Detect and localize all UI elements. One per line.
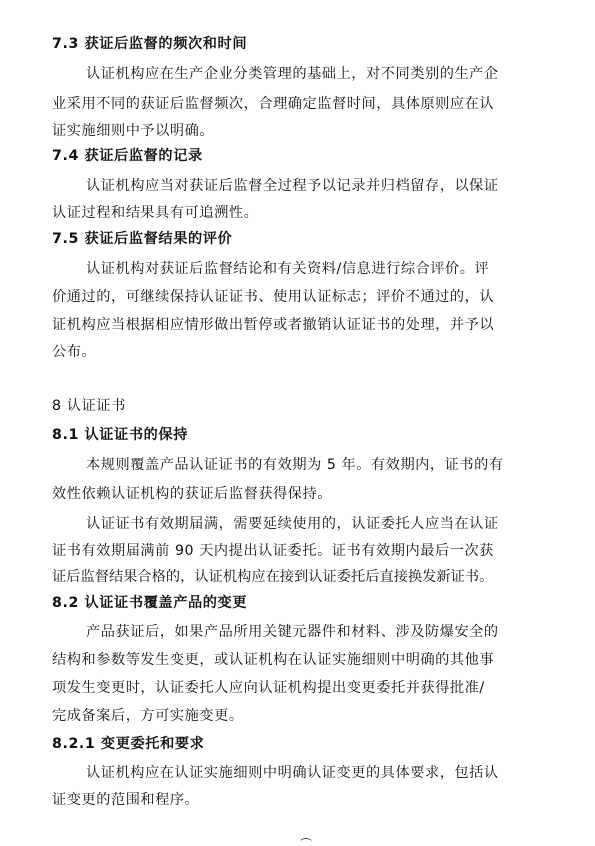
paragraph-line: 完成备案后，方可实施变更。 <box>52 708 244 724</box>
paragraph-line: 产品获证后，如果产品所用关键元器件和材料、涉及防爆安全的 <box>86 624 499 640</box>
paragraph-line: 证书有效期届满前 90 天内提出认证委托。证书有效期内最后一次获 <box>52 543 494 559</box>
paragraph-line: 本规则覆盖产品认证证书的有效期为 5 年。有效期内，证书的有 <box>86 457 504 473</box>
heading-7-4: 7.4 获证后监督的记录 <box>52 148 203 164</box>
heading-7-3: 7.3 获证后监督的频次和时间 <box>52 36 248 52</box>
paragraph-line: 证后监督结果合格的，认证机构应在接到认证委托后直接换发新证书。 <box>52 569 494 585</box>
paragraph-line: 项发生变更时，认证委托人应向认证机构提出变更委托并获得批准/ <box>52 680 485 696</box>
paragraph-line: 认证证书有效期届满，需要延续使用的，认证委托人应当在认证 <box>86 516 499 532</box>
paragraph-line: 认证过程和结果具有可追溯性。 <box>52 205 259 221</box>
paragraph-line: 认证机构应当对获证后监督全过程予以记录并归档留存，以保证 <box>86 178 499 194</box>
paragraph-line: 认证机构对获证后监督结论和有关资料/信息进行综合评价。评 <box>86 261 490 277</box>
heading-8-2-1: 8.2.1 变更委托和要求 <box>52 736 205 752</box>
heading-7-5: 7.5 获证后监督结果的评价 <box>52 231 233 247</box>
paragraph-line: 证机构应当根据相应情形做出暂停或者撤销认证证书的处理，并予以 <box>52 317 495 333</box>
heading-8-1: 8.1 认证证书的保持 <box>52 427 188 443</box>
paragraph-line: 证变更的范围和程序。 <box>52 792 200 808</box>
paragraph-line: 价通过的，可继续保持认证证书、使用认证标志；评价不通过的，认 <box>52 289 495 305</box>
paragraph-line: 效性依赖认证机构的获证后监督获得保持。 <box>52 486 333 502</box>
paragraph-line: 认证机构应在认证实施细则中明确认证变更的具体要求，包括认 <box>86 765 499 781</box>
paragraph-line: 公布。 <box>52 344 97 360</box>
paragraph-line: 业采用不同的获证后监督频次，合理确定监督时间，具体原则应在认 <box>52 96 495 112</box>
paragraph-line: 证实施细则中予以明确。 <box>52 123 215 139</box>
heading-8: 8 认证证书 <box>52 398 126 414</box>
heading-8-2: 8.2 认证证书覆盖产品的变更 <box>52 595 248 611</box>
paragraph-line: 认证机构应在生产企业分类管理的基础上，对不同类别的生产企 <box>86 66 499 82</box>
paragraph-line: 结构和参数等发生变更，或认证机构在认证实施细则中明确的其他事 <box>52 652 495 668</box>
